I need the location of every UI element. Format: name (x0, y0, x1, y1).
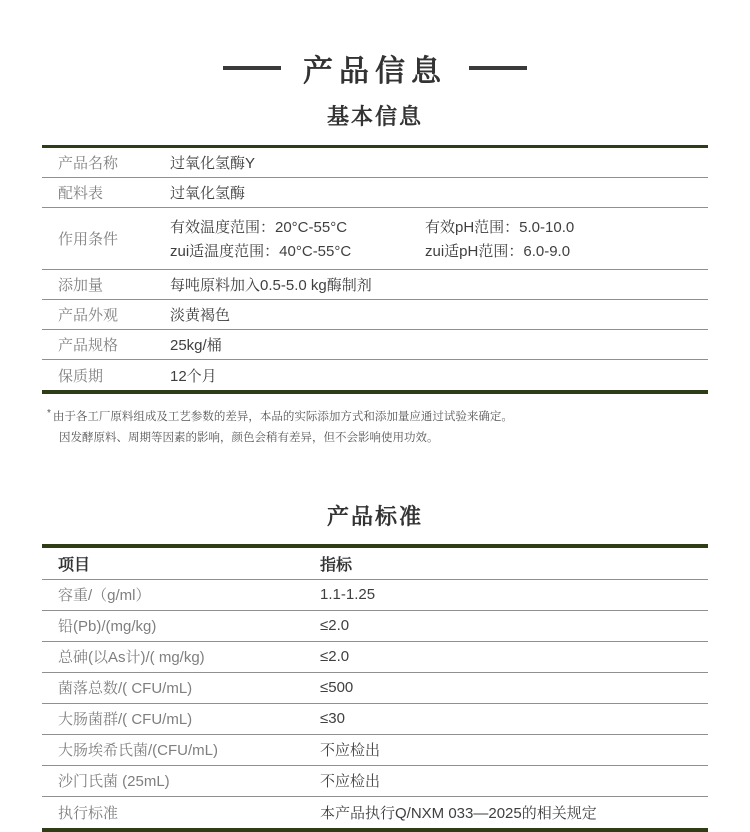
std-value: 不应检出 (320, 773, 381, 791)
std-value: 不应检出 (320, 742, 381, 760)
std-item: 执行标准 (58, 804, 119, 822)
footnote-line-2 (47, 428, 708, 449)
table-row-appearance (42, 300, 708, 330)
std-item: 容重/（g/ml） (58, 587, 151, 605)
table-row-ecoli (42, 735, 708, 766)
row-label: 作用条件 (58, 231, 119, 248)
condition-effective-ph: 有效pH范围：5.0-10.0 (425, 219, 575, 236)
row-value: 淡黄褐色 (170, 307, 231, 324)
std-value: 本产品执行Q/NXM 033—2025的相关规定 (320, 804, 597, 822)
footnote (47, 405, 708, 450)
conditions-grid (170, 216, 574, 261)
row-label: 添加量 (58, 277, 104, 294)
table-row-ingredients (42, 178, 708, 208)
page-title: 产品信息 (303, 55, 447, 88)
table-row-product-name (42, 148, 708, 178)
row-label: 产品外观 (58, 307, 119, 324)
row-label: 产品名称 (58, 155, 119, 172)
row-label: 产品规格 (58, 337, 119, 354)
table-row-dosage (42, 270, 708, 300)
std-value: 1.1-1.25 (320, 586, 376, 604)
table-row-spec (42, 330, 708, 360)
std-value: ≤2.0 (320, 648, 350, 666)
footnote-text-2: 因发酵原料、周期等因素的影响，颜色会稍有差异，但不会影响使用功效。 (59, 432, 439, 445)
table-row-total-colonies (42, 673, 708, 704)
table-row-bulk-density (42, 580, 708, 611)
table-row-lead (42, 611, 708, 642)
title-dash-left-icon (223, 66, 281, 70)
standards-table (42, 544, 708, 832)
row-value: 过氧化氢酶Y (170, 155, 256, 172)
row-value: 12个月 (170, 367, 217, 385)
basic-info-table (42, 145, 708, 394)
std-item: 铅(Pb)/(mg/kg) (58, 618, 157, 636)
std-item: 菌落总数/( CFU/mL) (58, 680, 193, 698)
standards-section-title: 产品标准 (326, 503, 423, 529)
std-item: 沙门氏菌 (25mL) (58, 773, 170, 791)
column-header-value: 指标 (320, 556, 353, 574)
condition-optimal-ph: zui适pH范围：6.0-9.0 (425, 243, 571, 260)
table-row-salmonella (42, 766, 708, 797)
footnote-line-1 (47, 405, 708, 428)
std-item: 大肠菌群/( CFU/mL) (58, 711, 193, 729)
std-item: 总砷(以As计)/( mg/kg) (58, 649, 205, 667)
std-value: ≤2.0 (320, 617, 350, 635)
title-dash-right-icon (469, 66, 527, 70)
standards-header-row (42, 548, 708, 580)
row-label: 保质期 (58, 367, 104, 385)
row-value: 每吨原料加入0.5-5.0 kg酶制剂 (170, 277, 372, 294)
column-header-item: 项目 (58, 556, 91, 574)
std-value: ≤30 (320, 710, 345, 728)
footnote-asterisk: * (47, 408, 51, 419)
std-value: ≤500 (320, 679, 354, 697)
table-row-coliform (42, 704, 708, 735)
footnote-text-1: 由于各工厂原料组成及工艺参数的差异，本品的实际添加方式和添加量应通过试验来确定。 (52, 411, 513, 423)
row-label: 配料表 (58, 185, 104, 202)
condition-optimal-temp: zui适温度范围：40°C-55°C (170, 243, 352, 260)
main-title-row (0, 0, 750, 90)
basic-info-section-title: 基本信息 (326, 104, 423, 129)
row-value: 过氧化氢酶 (170, 185, 246, 202)
row-value: 25kg/桶 (170, 337, 222, 354)
std-item: 大肠埃希氏菌/(CFU/mL) (58, 742, 218, 760)
table-row-shelf-life (42, 360, 708, 390)
condition-effective-temp: 有效温度范围：20°C-55°C (170, 219, 348, 236)
table-row-arsenic (42, 642, 708, 673)
table-row-working-conditions (42, 208, 708, 270)
table-row-executive-standard (42, 797, 708, 828)
